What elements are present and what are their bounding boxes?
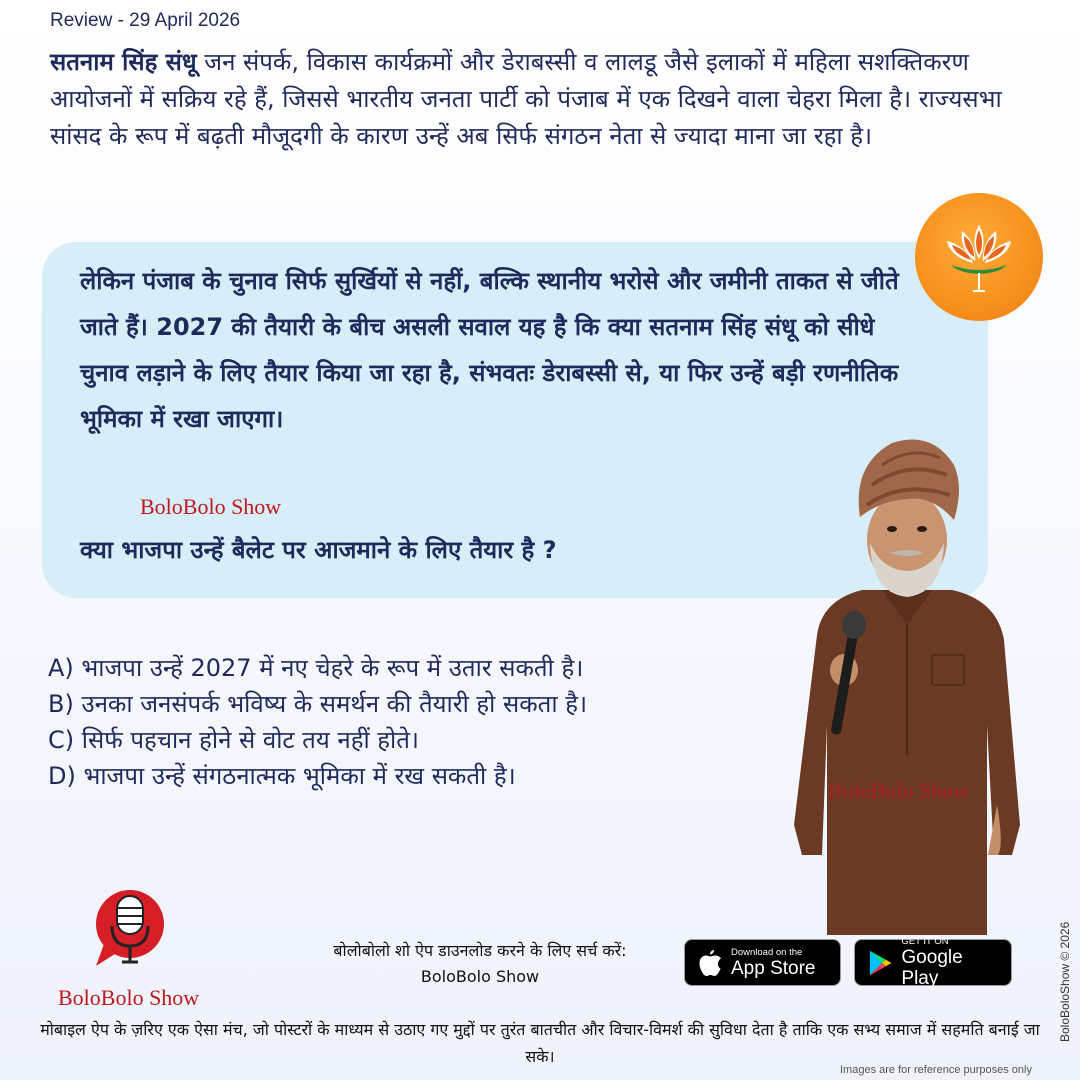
- final-question: क्या भाजपा उन्हें बैलेट पर आजमाने के लिए तैयार है ?: [80, 536, 557, 564]
- google-play-icon: [867, 948, 893, 978]
- answer-options: [48, 650, 788, 794]
- intro-name: सतनाम सिंह संधू: [50, 48, 197, 76]
- intro-text: जन संपर्क, विकास कार्यक्रमों और डेराबस्सी व लालडू जैसे इलाकों में महिला सशक्तिकरण आयोजनों में सक्रिय रहे हैं, जिससे भारतीय जनता पार्टी को पंजाब में एक दिखने वाला चेहरा मिला है। राज्यसभा सांसद के रूप में बढ़ती मौजूदगी के कारण उन्हें अब सिर्फ संगठन नेता से ज्यादा माना जा रहा है।: [50, 48, 1002, 150]
- footer-description: मोबाइल ऐप के ज़रिए एक ऐसा मंच, जो पोस्टरों के माध्यम से उठाए गए मुद्दों पर तुरंत बातचीत और विचार-विमर्श की सुविधा देता है ताकि एक सभ्य समाज में सहमति बनाई जा सके।: [40, 1020, 1040, 1066]
- option-b[interactable]: B) उनका जनसंपर्क भविष्य के समर्थन की तैयारी हो सकता है।: [48, 690, 588, 718]
- option-d[interactable]: D) भाजपा उन्हें संगठनात्मक भूमिका में रख सकती है।: [48, 762, 516, 790]
- search-term: BoloBolo Show: [420, 967, 540, 986]
- app-name: BoloBolo Show: [58, 985, 200, 1010]
- review-date: Review - 29 April 2026: [50, 10, 241, 31]
- app-store-big-text: App Store: [731, 957, 816, 979]
- search-prompt-text: बोलोबोलो शो ऐप डाउनलोड करने के लिए सर्च करें:: [333, 941, 627, 960]
- search-prompt: [282, 938, 678, 990]
- google-play-small-text: GET IT ON: [901, 936, 949, 947]
- option-c[interactable]: C) सिर्फ पहचान होने से वोट तय नहीं होते।: [48, 726, 420, 754]
- intro-paragraph: [50, 44, 1040, 155]
- disclaimer: Images are for reference purposes only: [840, 1064, 1032, 1076]
- person-portrait: [782, 425, 1032, 935]
- google-play-big-text: Google Play: [901, 947, 963, 989]
- question-text: लेकिन पंजाब के चुनाव सिर्फ सुर्खियों से नहीं, बल्कि स्थानीय भरोसे और जमीनी ताकत से जीते जाते हैं। 2027 की तैयारी के बीच असली सवाल यह है कि क्या सतनाम सिंह संधू को सीधे चुनाव लड़ाने के लिए तैयार किया जा रहा है, संभवतः डेराबस्सी से, या फिर उन्हें बड़ी रणनीतिक भूमिका में रखा जाएगा।: [80, 267, 899, 433]
- app-store-button[interactable]: [684, 939, 841, 986]
- microphone-icon: [90, 886, 172, 978]
- app-store-small-text: Download on the: [731, 946, 803, 958]
- bjp-lotus-icon: [915, 193, 1043, 321]
- google-play-button[interactable]: [854, 936, 1012, 989]
- copyright: BoloBoloShow © 2026: [1058, 921, 1072, 1042]
- brand-tag: BoloBolo Show: [140, 494, 282, 519]
- image-watermark: BoloBolo Show: [828, 778, 970, 803]
- option-a[interactable]: A) भाजपा उन्हें 2027 में नए चेहरे के रूप में उतार सकती है।: [48, 654, 584, 682]
- apple-icon: [697, 948, 723, 978]
